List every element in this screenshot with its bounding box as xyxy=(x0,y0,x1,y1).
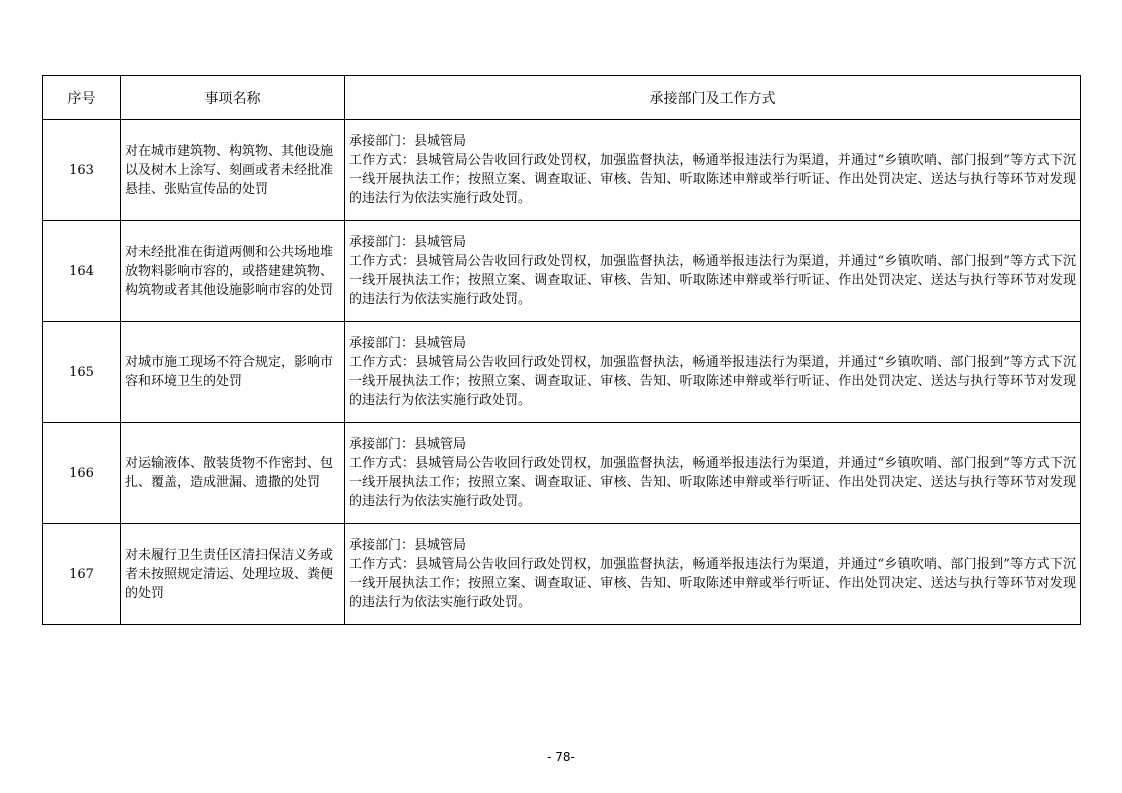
row-item-name: 对未经批准在街道两侧和公共场地堆放物料影响市容的，或搭建建筑物、构筑物或者其他设施影响市容的处罚 xyxy=(121,221,345,322)
row-serial-number: 165 xyxy=(43,322,121,423)
row-department-method xyxy=(345,524,1081,625)
row-item-name: 对城市施工现场不符合规定，影响市容和环境卫生的处罚 xyxy=(121,322,345,423)
table-row xyxy=(43,423,1081,524)
row-serial-number: 164 xyxy=(43,221,121,322)
row-item-name: 对未履行卫生责任区清扫保洁义务或者未按照规定清运、处理垃圾、粪便的处罚 xyxy=(121,524,345,625)
header-serial-number: 序号 xyxy=(43,76,121,120)
row-item-name: 对运输液体、散装货物不作密封、包扎、覆盖，造成泄漏、遗撒的处罚 xyxy=(121,423,345,524)
row-department: 承接部门：县城管局 xyxy=(349,134,467,149)
row-work-method: 工作方式：县城管局公告收回行政处罚权，加强监督执法，畅通举报违法行为渠道，并通过“乡镇吹哨、部门报到”等方式下沉一线开展执法工作；按照立案、调查取证、审核、告知、听取陈述申辩或举行听证、作出处罚决定、送达与执行等环节对发现的违法行为依法实施行政处罚。 xyxy=(349,355,1076,408)
row-department-method xyxy=(345,120,1081,221)
table-row xyxy=(43,322,1081,423)
table-row xyxy=(43,524,1081,625)
row-serial-number: 166 xyxy=(43,423,121,524)
row-department-method xyxy=(345,423,1081,524)
row-department-method xyxy=(345,322,1081,423)
row-item-name: 对在城市建筑物、构筑物、其他设施以及树木上涂写、刻画或者未经批准悬挂、张贴宣传品的处罚 xyxy=(121,120,345,221)
row-department: 承接部门：县城管局 xyxy=(349,235,467,250)
header-department-method: 承接部门及工作方式 xyxy=(345,76,1081,120)
row-work-method: 工作方式：县城管局公告收回行政处罚权，加强监督执法，畅通举报违法行为渠道，并通过“乡镇吹哨、部门报到”等方式下沉一线开展执法工作；按照立案、调查取证、审核、告知、听取陈述申辩或举行听证、作出处罚决定、送达与执行等环节对发现的违法行为依法实施行政处罚。 xyxy=(349,557,1076,610)
row-serial-number: 167 xyxy=(43,524,121,625)
row-work-method: 工作方式：县城管局公告收回行政处罚权，加强监督执法，畅通举报违法行为渠道，并通过“乡镇吹哨、部门报到”等方式下沉一线开展执法工作；按照立案、调查取证、审核、告知、听取陈述申辩或举行听证、作出处罚决定、送达与执行等环节对发现的违法行为依法实施行政处罚。 xyxy=(349,254,1076,307)
table-row xyxy=(43,221,1081,322)
matters-table xyxy=(42,75,1081,625)
row-department: 承接部门：县城管局 xyxy=(349,336,467,351)
row-work-method: 工作方式：县城管局公告收回行政处罚权，加强监督执法，畅通举报违法行为渠道，并通过“乡镇吹哨、部门报到”等方式下沉一线开展执法工作；按照立案、调查取证、审核、告知、听取陈述申辩或举行听证、作出处罚决定、送达与执行等环节对发现的违法行为依法实施行政处罚。 xyxy=(349,153,1076,206)
row-department-method xyxy=(345,221,1081,322)
row-work-method: 工作方式：县城管局公告收回行政处罚权，加强监督执法，畅通举报违法行为渠道，并通过“乡镇吹哨、部门报到”等方式下沉一线开展执法工作；按照立案、调查取证、审核、告知、听取陈述申辩或举行听证、作出处罚决定、送达与执行等环节对发现的违法行为依法实施行政处罚。 xyxy=(349,456,1076,509)
row-department: 承接部门：县城管局 xyxy=(349,437,467,452)
row-department: 承接部门：县城管局 xyxy=(349,538,467,553)
table-row xyxy=(43,120,1081,221)
table-header-row xyxy=(43,76,1081,120)
header-item-name: 事项名称 xyxy=(121,76,345,120)
page-number: - 78- xyxy=(547,750,575,764)
row-serial-number: 163 xyxy=(43,120,121,221)
